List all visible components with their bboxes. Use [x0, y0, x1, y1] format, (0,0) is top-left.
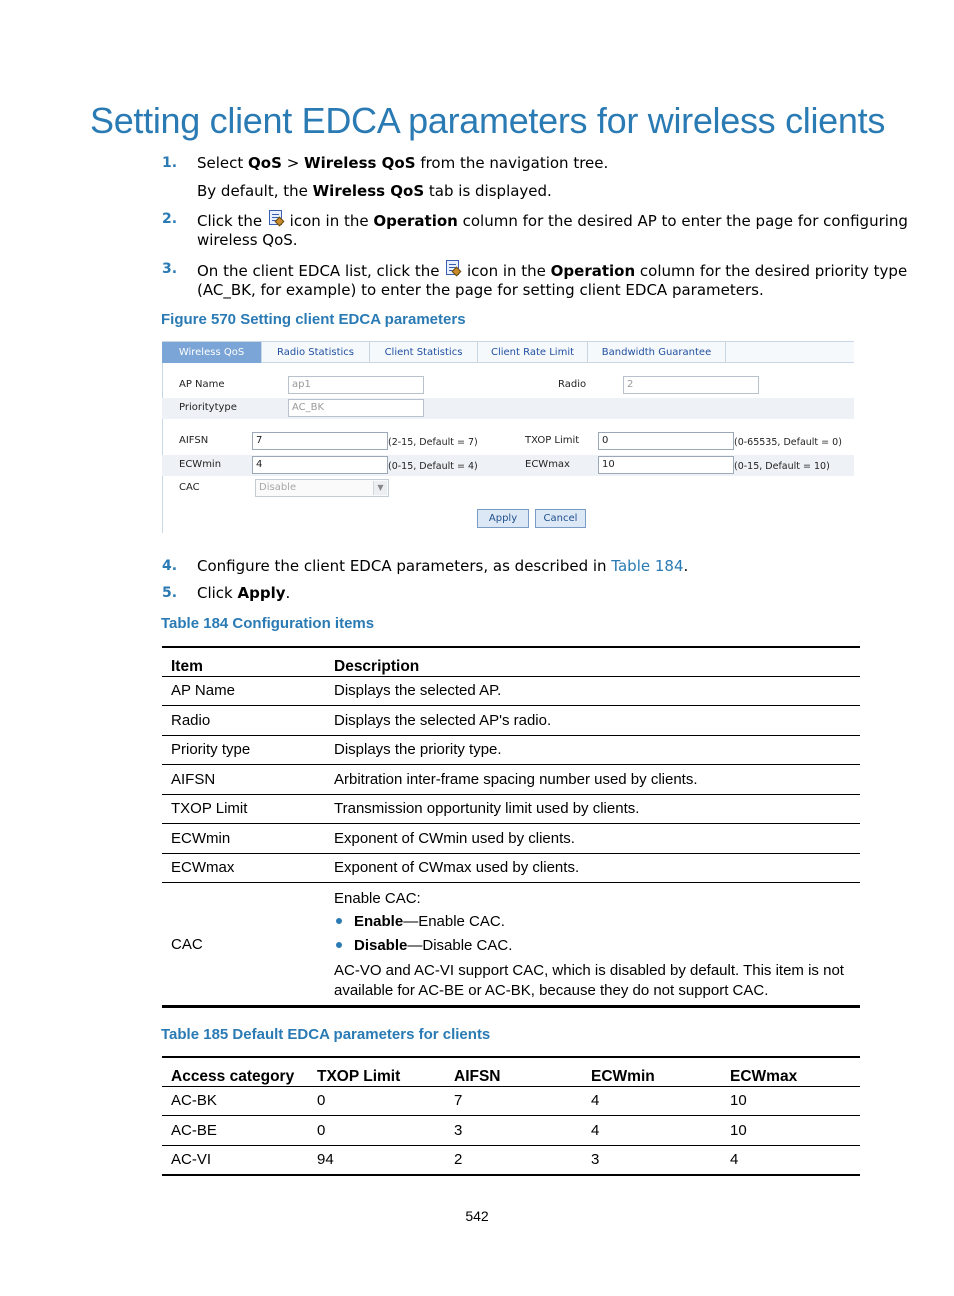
- ecw-row: [162, 455, 854, 476]
- column-header: AIFSN: [445, 1057, 582, 1086]
- tab-radio-statistics[interactable]: Radio Statistics: [262, 342, 370, 363]
- edca-settings-screenshot: [162, 341, 854, 533]
- step-1-subtext: By default, the Wireless QoS tab is displayed.: [197, 182, 552, 200]
- page-number: 542: [465, 1208, 489, 1224]
- ecwmin-input[interactable]: 4: [252, 456, 388, 474]
- table-row: [162, 883, 860, 1007]
- chevron-down-icon: ▼: [373, 481, 387, 495]
- apply-button[interactable]: Apply: [477, 509, 529, 528]
- txop-limit-input[interactable]: 0: [598, 432, 734, 450]
- item-cell: AIFSN: [162, 765, 325, 795]
- ecwmax-input[interactable]: 10: [598, 456, 734, 474]
- item-cell: Radio: [162, 706, 325, 736]
- priority-type-field: AC_BK: [288, 399, 424, 417]
- txop-limit-hint: (0-65535, Default = 0): [734, 437, 842, 448]
- cac-enable-item: Enable—Enable CAC.: [334, 912, 851, 932]
- step-4-number: 4.: [162, 558, 178, 574]
- cac-label: CAC: [179, 482, 200, 493]
- step-3-text: On the client EDCA list, click the icon in the Operation column for the desired priority type: [197, 259, 907, 281]
- item-cell: AP Name: [162, 676, 325, 706]
- table-cell: 2: [454, 1151, 463, 1168]
- item-cell: ECWmin: [162, 824, 325, 854]
- column-header: TXOP Limit: [308, 1057, 445, 1086]
- description-cell: Displays the selected AP.: [325, 676, 860, 706]
- page-title: Setting client EDCA parameters for wireless clients: [90, 100, 886, 141]
- table-cell: AC-BK: [162, 1086, 308, 1116]
- description-cell: Displays the priority type.: [325, 735, 860, 765]
- bullet-icon: [336, 942, 342, 948]
- ecwmax-hint: (0-15, Default = 10): [734, 461, 830, 472]
- table-header-row: [162, 647, 860, 676]
- table-cell: 4: [582, 1116, 721, 1146]
- table-cell: 3: [445, 1116, 582, 1146]
- cac-select-value: Disable: [259, 482, 297, 493]
- cancel-button[interactable]: Cancel: [535, 509, 586, 528]
- tab-wireless-qos[interactable]: Wireless QoS: [162, 342, 262, 363]
- table-row: [162, 853, 860, 883]
- table-row: [162, 1145, 860, 1175]
- description-cell: Displays the selected AP's radio.: [325, 706, 860, 736]
- ap-name-row: [162, 375, 854, 396]
- table-cell: 4: [582, 1086, 721, 1116]
- item-cell: ECWmax: [162, 853, 325, 883]
- table-header-row: [162, 1057, 860, 1086]
- step-1-number: 1.: [162, 155, 178, 171]
- step-5-text: Click Apply.: [197, 584, 291, 602]
- table-row: [162, 706, 860, 736]
- item-cell: TXOP Limit: [162, 794, 325, 824]
- table-cell: 0: [308, 1086, 445, 1116]
- step-2-number: 2.: [162, 211, 178, 227]
- column-header: ECWmax: [721, 1057, 860, 1086]
- item-cell: Priority type: [162, 735, 325, 765]
- table-cell: AC-VI: [171, 1151, 212, 1168]
- priority-type-row: [162, 398, 854, 419]
- ecwmin-hint: (0-15, Default = 4): [388, 461, 478, 472]
- aifsn-row: [162, 431, 854, 452]
- description-cell: Exponent of CWmax used by clients.: [325, 853, 860, 883]
- cac-disable-item: Disable—Disable CAC.: [334, 936, 851, 956]
- tab-client-statistics[interactable]: Client Statistics: [370, 342, 478, 363]
- step-2-text-line2: wireless QoS.: [197, 231, 298, 249]
- ap-name-label: AP Name: [179, 379, 225, 390]
- cac-select[interactable]: [255, 479, 389, 497]
- radio-field: 2: [623, 376, 759, 394]
- table-cell: 10: [721, 1116, 860, 1146]
- bullet-icon: [336, 918, 342, 924]
- txop-limit-label: TXOP Limit: [525, 435, 580, 446]
- column-header: ECWmin: [582, 1057, 721, 1086]
- cac-note-line2: available for AC-BE or AC-BK, because they do not support CAC.: [334, 982, 769, 999]
- description-cell: [325, 883, 860, 1007]
- cac-note-line1: AC-VO and AC-VI support CAC, which is disabled by default. This item is not: [334, 962, 844, 979]
- table-row: [162, 794, 860, 824]
- step-2-text: Click the icon in the Operation column for the desired AP to enter the page for configuring: [197, 209, 908, 231]
- aifsn-hint: (2-15, Default = 7): [388, 437, 478, 448]
- table-184-link[interactable]: Table 184: [611, 557, 684, 575]
- step-5-number: 5.: [162, 585, 178, 601]
- table-row: [162, 1086, 860, 1116]
- description-cell: Transmission opportunity limit used by clients.: [325, 794, 860, 824]
- table-cell: AC-BE: [162, 1116, 308, 1146]
- table-cell: 7: [445, 1086, 582, 1116]
- ap-name-field: ap1: [288, 376, 424, 394]
- default-edca-table: [162, 1056, 860, 1176]
- table-cell: 3: [591, 1151, 600, 1168]
- configuration-items-table: [162, 646, 860, 1008]
- item-cell: CAC: [171, 935, 203, 953]
- aifsn-input[interactable]: 7: [252, 432, 388, 450]
- table-row: [162, 824, 860, 854]
- table-row: [162, 765, 860, 795]
- operation-icon: [267, 209, 285, 229]
- table-cell: 10: [721, 1086, 860, 1116]
- description-cell: Exponent of CWmin used by clients.: [325, 824, 860, 854]
- operation-icon: [444, 259, 462, 279]
- radio-label: Radio: [558, 379, 587, 390]
- table-cell: 0: [308, 1116, 445, 1146]
- column-header: Item: [162, 647, 325, 676]
- tab-bandwidth-guarantee[interactable]: Bandwidth Guarantee: [588, 342, 726, 363]
- cac-intro: Enable CAC:: [334, 890, 421, 907]
- table-cell: 94: [317, 1151, 334, 1168]
- aifsn-label: AIFSN: [179, 435, 209, 446]
- step-4-text: Configure the client EDCA parameters, as described in Table 184.: [197, 557, 689, 575]
- step-3-text-line2: (AC_BK, for example) to enter the page for setting client EDCA parameters.: [197, 281, 764, 299]
- table-cell: 4: [730, 1151, 739, 1168]
- tab-bar: [162, 341, 854, 363]
- table-row: [162, 676, 860, 706]
- step-1-text: Select QoS > Wireless QoS from the navigation tree.: [197, 154, 609, 172]
- ecwmax-label: ECWmax: [525, 459, 570, 470]
- ecwmin-label: ECWmin: [179, 459, 222, 470]
- column-header: Description: [325, 647, 860, 676]
- description-cell: Arbitration inter-frame spacing number used by clients.: [325, 765, 860, 795]
- tab-client-rate-limit[interactable]: Client Rate Limit: [478, 342, 588, 363]
- priority-type-label: Prioritytype: [179, 402, 237, 413]
- table-184-caption: Table 184 Configuration items: [161, 615, 375, 632]
- cac-row: [162, 478, 854, 499]
- table-row: [162, 735, 860, 765]
- step-3-number: 3.: [162, 261, 178, 277]
- column-header: Access category: [162, 1057, 308, 1086]
- figure-caption: Figure 570 Setting client EDCA parameters: [161, 311, 466, 328]
- table-185-caption: Table 185 Default EDCA parameters for clients: [161, 1026, 491, 1043]
- table-row: [162, 1116, 860, 1146]
